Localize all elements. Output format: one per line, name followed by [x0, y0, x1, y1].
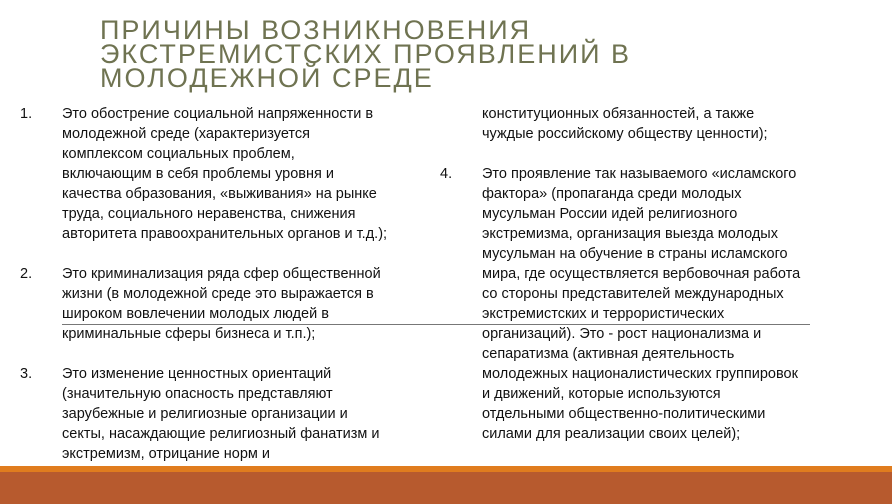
text-line: молодежных националистических группировок — [482, 366, 798, 382]
list-item-number: 3. — [20, 366, 33, 382]
text-line: и движений, которые используются — [482, 386, 721, 402]
right-column — [440, 104, 840, 464]
text-line: фактора» (пропаганда среди молодых — [482, 186, 742, 202]
text-line: экстремистских и террористических — [482, 306, 725, 322]
text-line: жизни (в молодежной среде это выражается в — [62, 286, 374, 302]
text-line: включающим в себя проблемы уровня и — [62, 166, 334, 182]
text-line: Это изменение ценностных ориентаций — [62, 366, 332, 382]
text-line: мусульман России идей религиозного — [482, 206, 738, 222]
text-line: мусульман на обучение в страны исламского — [482, 246, 788, 262]
list-item-number: 4. — [440, 166, 453, 182]
list-item-number: 2. — [20, 266, 33, 282]
text-line: организаций). Это - рост национализма и — [482, 326, 762, 342]
footer-bar — [0, 472, 892, 504]
text-line: широком вовлечении молодых людей в — [62, 306, 329, 322]
text-line: зарубежные и религиозные организации и — [62, 406, 348, 422]
list-item-3 — [20, 364, 420, 464]
text-line: авторитета правоохранительных органов и т.д.); — [62, 226, 388, 242]
text-line: экстремизм, отрицание норм и — [62, 446, 271, 462]
slide-title-line-2: ЭКСТРЕМИСТСКИХ ПРОЯВЛЕНИЙ В — [100, 39, 632, 69]
slide-title-line-3: МОЛОДЕЖНОЙ СРЕДЕ — [100, 63, 434, 93]
text-line: Это проявление так называемого «исламского — [482, 166, 797, 182]
list-item-1 — [20, 104, 420, 244]
text-line: экстремизма, организация выезда молодых — [482, 226, 778, 242]
list-item-3-continuation — [440, 104, 840, 144]
list-item-text — [62, 264, 420, 344]
text-line: мира, где осуществляется вербовочная работа — [482, 266, 801, 282]
text-line: Это криминализация ряда сфер общественной — [62, 266, 381, 282]
list-item-4 — [440, 164, 840, 444]
list-item-number: 1. — [20, 106, 33, 122]
list-item-text — [62, 364, 420, 464]
text-line: криминальные сферы бизнеса и т.п.); — [62, 326, 316, 342]
list-item-text — [482, 164, 840, 444]
text-line: силами для реализации своих целей); — [482, 426, 741, 442]
slide-title — [100, 15, 660, 93]
text-line: комплексом социальных проблем, — [62, 146, 295, 162]
list-item-2 — [20, 264, 420, 344]
text-line: конституционных обязанностей, а также — [482, 106, 755, 122]
text-line: Это обострение социальной напряженности в — [62, 106, 374, 122]
left-column — [20, 104, 420, 484]
text-line: секты, насаждающие религиозный фанатизм и — [62, 426, 380, 442]
slide-title-line-1: ПРИЧИНЫ ВОЗНИКНОВЕНИЯ — [100, 15, 532, 45]
text-line: со стороны представителей международных — [482, 286, 784, 302]
horizontal-divider — [62, 324, 810, 325]
list-item-text — [62, 104, 420, 244]
text-line: качества образования, «выживания» на рынке — [62, 186, 377, 202]
text-line: (значительную опасность представляют — [62, 386, 333, 402]
text-line: отдельными общественно-политическими — [482, 406, 766, 422]
text-line: молодежной среде (характеризуется — [62, 126, 311, 142]
text-line: чуждые российскому обществу ценности); — [482, 126, 768, 142]
text-line: труда, социального неравенства, снижения — [62, 206, 356, 222]
text-line: сепаратизма (активная деятельность — [482, 346, 735, 362]
